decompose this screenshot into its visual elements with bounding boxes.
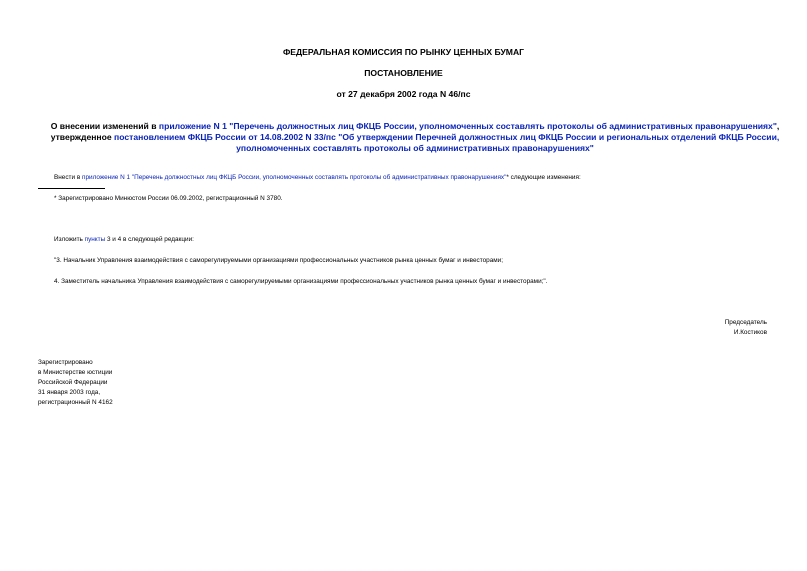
signature-title: Председатель: [724, 319, 767, 326]
link-points[interactable]: пункты: [84, 236, 106, 243]
registration-block: [38, 358, 113, 408]
instruction-prefix: Изложить: [54, 236, 85, 243]
intro-prefix: Внести в: [54, 174, 82, 181]
intro-paragraph: [54, 173, 581, 182]
document-type: ПОСТАНОВЛЕНИЕ: [364, 68, 443, 78]
list-item: "3. Начальник Управления взаимодействия с саморегулируемыми организациями профессиональных участников рынка ценных бумаг и инвесторами;: [54, 257, 503, 264]
footnote-divider: [38, 188, 105, 189]
document-subject: [30, 121, 800, 154]
registration-line: регистрационный N 4162: [38, 399, 113, 406]
registration-line: в Министерстве юстиции: [38, 369, 113, 376]
link-appendix-1[interactable]: приложение N 1 "Перечень должностных лиц ФКЦБ России, уполномоченных составлять протоколы об административных правонарушениях": [158, 121, 777, 131]
subject-middle: , утвержденное: [50, 121, 780, 142]
document-date-number: от 27 декабря 2002 года N 46/пс: [336, 89, 471, 99]
commission-name: ФЕДЕРАЛЬНАЯ КОМИССИЯ ПО РЫНКУ ЦЕННЫХ БУМАГ: [282, 47, 525, 57]
instruction-suffix: 3 и 4 в следующей редакции:: [105, 236, 194, 243]
registration-line: 31 января 2003 года,: [38, 389, 101, 396]
link-intro-appendix[interactable]: приложение N 1 "Перечень должностных лиц ФКЦБ России, уполномоченных составлять протоколы об административных правонарушениях": [81, 174, 507, 181]
registration-line: Российской Федерации: [38, 379, 108, 386]
subject-prefix: О внесении изменений в: [50, 121, 159, 131]
link-resolution-33[interactable]: постановлением ФКЦБ России от 14.08.2002 N 33/пс "Об утверждении Перечней должностных лиц ФКЦБ России и региональных отделений ФКЦБ России, уполномоченных составлять протоколы об административных правонарушениях": [114, 132, 780, 153]
instruction-paragraph: [54, 235, 194, 244]
intro-suffix: * следующие изменения:: [506, 174, 581, 181]
footnote: * Зарегистрировано Минюстом России 06.09.2002, регистрационный N 3780.: [54, 195, 283, 202]
registration-line: Зарегистрировано: [38, 359, 93, 366]
signature-name: И.Костиков: [733, 329, 767, 336]
list-item: 4. Заместитель начальника Управления взаимодействия с саморегулируемыми организациями профессиональных участников рынка ценных бумаг и инвесторами;".: [54, 278, 548, 285]
signature-block: [725, 318, 767, 338]
